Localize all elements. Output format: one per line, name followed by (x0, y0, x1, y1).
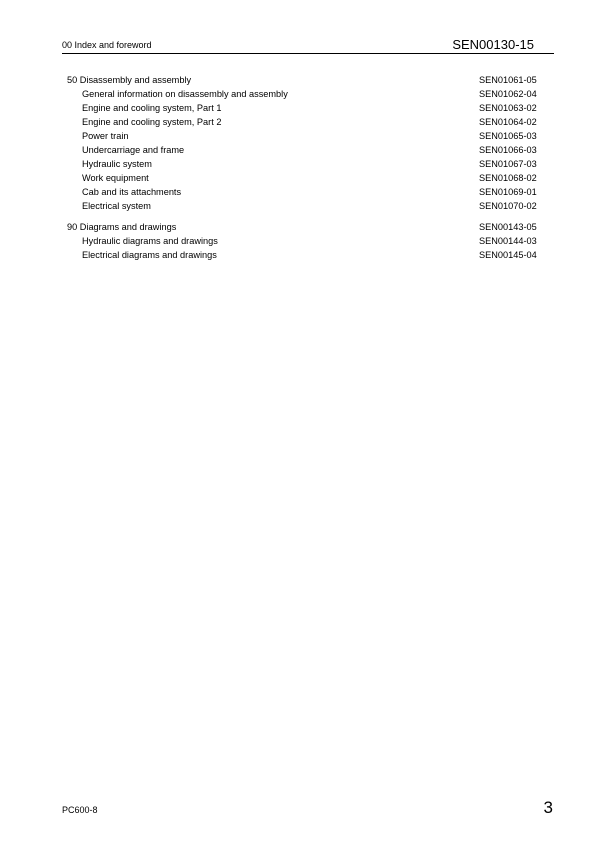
toc-item-title: General information on disassembly and assembly (82, 89, 288, 99)
toc-section-heading (67, 73, 557, 87)
toc-item-code: SEN01062-04 (479, 89, 537, 99)
toc-item-title: Engine and cooling system, Part 2 (82, 117, 222, 127)
toc-item-code: SEN01068-02 (479, 173, 537, 183)
toc-section-code: SEN01061-05 (479, 75, 537, 85)
toc-item-title: Engine and cooling system, Part 1 (82, 103, 222, 113)
toc-section-heading (67, 220, 557, 234)
header-doc-code: SEN00130-15 (452, 37, 534, 52)
header-divider (62, 53, 554, 54)
toc-section-title: 50 Disassembly and assembly (67, 75, 192, 85)
toc-item (67, 199, 557, 213)
toc-item-code: SEN00144-03 (479, 236, 537, 246)
toc-item (67, 185, 557, 199)
toc-item-code: SEN01064-02 (479, 117, 537, 127)
toc-item-title: Electrical system (82, 201, 151, 211)
toc-item-title: Electrical diagrams and drawings (82, 250, 217, 260)
toc-item-title: Hydraulic diagrams and drawings (82, 236, 218, 246)
toc-item (67, 234, 557, 248)
toc-item-title: Cab and its attachments (82, 187, 182, 197)
toc-item (67, 115, 557, 129)
toc-item-title: Undercarriage and frame (82, 145, 185, 155)
toc-item (67, 87, 557, 101)
header-section-label: 00 Index and foreword (62, 40, 152, 50)
toc-section (67, 220, 557, 262)
table-of-contents (67, 73, 557, 269)
toc-item (67, 143, 557, 157)
toc-item-code: SEN01070-02 (479, 201, 537, 211)
footer-model: PC600-8 (62, 805, 98, 815)
toc-item (67, 101, 557, 115)
toc-section-code: SEN00143-05 (479, 222, 537, 232)
toc-item-code: SEN01067-03 (479, 159, 537, 169)
toc-item (67, 171, 557, 185)
toc-item-code: SEN01065-03 (479, 131, 537, 141)
toc-item (67, 129, 557, 143)
toc-item-code: SEN00145-04 (479, 250, 537, 260)
toc-item-code: SEN01063-02 (479, 103, 537, 113)
toc-item-code: SEN01069-01 (479, 187, 537, 197)
toc-item (67, 248, 557, 262)
toc-item-code: SEN01066-03 (479, 145, 537, 155)
toc-section (67, 73, 557, 213)
toc-section-title: 90 Diagrams and drawings (67, 222, 177, 232)
page-number: 3 (543, 798, 553, 817)
toc-item-title: Hydraulic system (82, 159, 152, 169)
toc-item-title: Power train (82, 131, 129, 141)
toc-item-title: Work equipment (82, 173, 149, 183)
toc-item (67, 157, 557, 171)
